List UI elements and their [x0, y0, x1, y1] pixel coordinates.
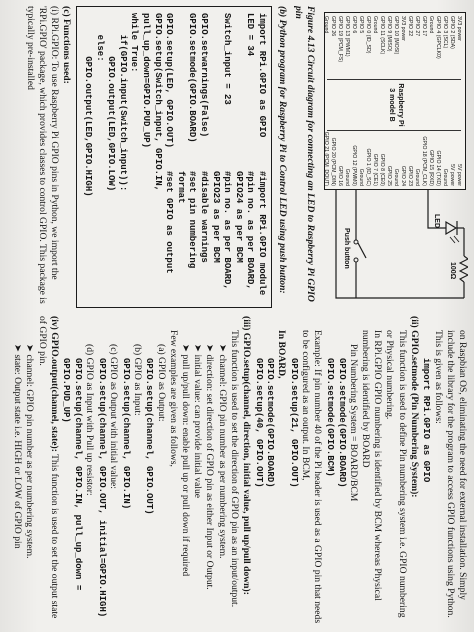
code-line — [139, 13, 151, 301]
code-setmode-bcm: GPIO.setmode(GPIO.BCM) — [324, 358, 335, 477]
board-label: Raspberry Pi 3 model B — [388, 83, 404, 127]
arrow-bullet-icon: ➤ — [204, 344, 216, 355]
gpio-pin-label: Ground — [358, 168, 364, 186]
gpio-pin-label: Ground — [442, 168, 448, 186]
given-as-follows: This is given as follows: — [432, 330, 444, 424]
bullet-item — [23, 316, 35, 626]
output-function-paragraph — [35, 316, 59, 626]
example-b-code: GPIO.setup(channel, GPIO.IN) — [120, 358, 131, 510]
gpio-pin-label: GPIO 19 (PCM_FS) — [337, 16, 343, 63]
code-line — [209, 13, 232, 301]
bullet-text: pull up/pull down: enable pull up or pull down if required — [179, 354, 191, 577]
code-line — [93, 13, 105, 301]
gpio-pin-label: GPIO 27 — [414, 16, 420, 37]
resistor-label: 100Ω — [449, 262, 456, 280]
code-comment: #set pin numbering format — [175, 171, 198, 269]
gpio-pin-label: GPIO 25 — [386, 165, 392, 186]
code-line — [82, 13, 94, 301]
gpio-pin-label: GPIO 7 (CE1) — [372, 153, 378, 186]
gpio-pin-label: GPIO 1 (ID_SC) — [365, 148, 371, 186]
resistor-icon — [428, 256, 468, 298]
setmode-text-2: In RPi.GPIO GPIO numbering is identified by BCM whereas Physical numbering is identified by BOARD — [359, 330, 384, 601]
bullet-item — [11, 316, 23, 626]
code-comment: #import RPi.GPIO module — [257, 171, 267, 296]
code-statement: import RPi.GPIO as GPIO — [257, 13, 267, 138]
code-line — [163, 13, 175, 301]
example-a-label: (a) GPIO as Output: — [155, 344, 167, 422]
gpio-pin-label: GPIO 10 (MOSI) — [393, 16, 399, 55]
bullet-item — [191, 316, 203, 626]
code-statement: GPIO.setup(Switch_input, GPIO.IN, — [152, 13, 163, 192]
bullet-text: state: Output state i.e. HIGH or LOW of GPIO pin — [12, 354, 24, 549]
code-comment: #pin no. as per BOARD, GPIO23 as per BCM — [210, 171, 233, 290]
code-line — [151, 13, 163, 301]
code-setmode-board: GPIO.setmode(GPIO.BOARD) — [336, 358, 347, 488]
code-statement: GPIO.setup(LED, GPIO.OUT) — [164, 13, 175, 149]
code-statement: GPIO.output(LED,GPIO.LOW) — [106, 13, 117, 192]
push-button-icon — [354, 220, 366, 298]
gpio-pin-label: 3V3 power — [400, 16, 406, 41]
example-c-code: GPIO.setup(channel, GPIO.OUT, initial=GPIO.HIGH) — [96, 358, 107, 618]
bullet-text: channel: GPIO pin number as per numbering system. — [216, 354, 228, 559]
code-statement: else: — [94, 13, 105, 62]
code-comment: #disable warnings — [199, 171, 210, 263]
code-statement: GPIO.setwarnings(False) — [199, 13, 210, 138]
gpio-pin-label: 3V3 power — [456, 16, 462, 41]
gpio-pin-label: GPIO 8 (CE0) — [379, 153, 385, 186]
code-statement: GPIO.setmode(GPIO.BOARD) — [187, 13, 198, 143]
gpio-pin-label: GPIO 23 — [407, 165, 413, 186]
few-examples-text: Few examples are given as follows, — [167, 330, 179, 467]
functions-used-item-i: (i) RPi.GPIO: To use Raspberry Pi GPIO pins in Python, we import the 'RPi.GPIO' package, which provides classes to control GPIO. This package is typically pre-installed — [24, 6, 61, 304]
gpio-pin-label: GPIO 22 — [407, 16, 413, 37]
code-line — [105, 13, 117, 301]
push-button-label: Push button — [343, 228, 350, 269]
gpio-pin-label: GPIO 5 — [358, 16, 364, 34]
arrow-bullet-icon: ➤ — [12, 344, 24, 355]
gpio-pin-label: GPIO 6 — [351, 16, 357, 34]
gpio-pin-label: Ground — [428, 16, 434, 34]
gpio-pin-label: GPIO 21 (PCM_DOUT) — [323, 131, 329, 186]
code-import: import RPi.GPIO as GPIO — [421, 358, 432, 483]
bullet-text: channel: GPIO pin number as per numbering system. — [24, 354, 36, 559]
gpio-pin-label: GPIO 0 (ID_SD) — [365, 16, 371, 54]
gpio-pin-label: GPIO 20 (PCM_DIN) — [330, 137, 336, 186]
gpio-pin-label: GPIO 16 — [337, 165, 343, 186]
gpio-pin-label: 5V power — [449, 164, 455, 186]
setup-bullet-list — [179, 316, 228, 626]
example-text: Example: If pin number 40 of the Pi header is used as a GPIO pin that needs to be configured as an output. In BCM, — [300, 330, 324, 624]
gpio-pin-label: GPIO 17 — [421, 16, 427, 37]
program-caption: (b) Python program for Raspberry Pi to Control LED using push button: — [277, 6, 288, 294]
output-text: This function is used to set the output state of GPIO pin. — [36, 316, 60, 619]
gpio-pin-label: GPIO 2 (SDA) — [449, 16, 455, 49]
code-setup-40: GPIO.setup(40, GPIO.OUT) — [253, 358, 264, 488]
pin-numbering-system: Pin Numbering System = BOARD/BCM — [347, 344, 359, 502]
left-column — [6, 6, 468, 308]
code-setup-21: GPIO.setup(21, GPIO.OUT) — [288, 358, 299, 488]
code-line — [232, 13, 255, 301]
gpio-pin-label: GPIO 15 (RXD) — [428, 149, 434, 186]
code-statement: while True: — [129, 13, 140, 73]
code-line — [255, 13, 267, 301]
gpio-pin-label: Ground — [344, 168, 350, 186]
bullet-item — [179, 316, 191, 626]
example-c-label: (c) GPIO as Output with initial value: — [107, 344, 119, 489]
arrow-bullet-icon: ➤ — [192, 344, 204, 355]
setup-title: (iii) GPIO.setup(channel, direction, initial value, pull up/pull down): — [241, 316, 252, 595]
python-code-listing — [77, 6, 273, 308]
code-statement: pull_up_down=GPIO.PUD_UP) — [141, 13, 152, 149]
gpio-pin-label: GPIO 13 (PWM1) — [344, 16, 350, 57]
code-statement: if(GPIO.input(Switch_input)): — [117, 13, 128, 192]
gpio-pin-label: GPIO 12 (PWM0) — [351, 145, 357, 186]
output-bullet-list — [11, 316, 35, 626]
gpio-pin-label: 5V power — [456, 164, 462, 186]
right-column — [6, 316, 468, 626]
led-icon — [446, 221, 464, 256]
bullet-text: direction: set direction of GPIO pin as either Input or Output. — [204, 354, 216, 590]
gpio-pin-label: GPIO 3 (SCL) — [442, 16, 448, 49]
code-line — [197, 13, 209, 301]
functions-used-title: (c) Functions used: — [61, 6, 73, 84]
output-title: (iv) GPIO.output(channel, state): — [48, 316, 60, 452]
gpio-pin-label: GPIO 14 (TXD) — [435, 150, 441, 186]
example-b-label: (b) GPIO as Input: — [131, 344, 143, 416]
example-d-label: (d) GPIO as Input with Pull up resistor: — [84, 344, 96, 496]
gpio-pin-label: GPIO 24 — [400, 165, 406, 186]
code-comment: #set GPIO as output — [164, 171, 175, 274]
in-board-label: In BOARD, — [276, 330, 288, 379]
arrow-bullet-icon: ➤ — [179, 344, 191, 355]
code-statement: Switch_input = 23 — [222, 13, 233, 105]
code-statement: LED = 34 — [245, 13, 256, 57]
gpio-pin-label: GPIO 11 (SCLK) — [379, 16, 385, 55]
circuit-diagram — [318, 6, 468, 308]
bullet-item — [203, 316, 215, 626]
gpio-pin-label: GPIO 9 (MISO) — [386, 16, 392, 52]
bullet-item — [215, 316, 227, 626]
rpi-gpio-description: on Raspbian OS, eliminating the need for external installation. Simply include the library for the program to access GPIO functions using Python. — [444, 330, 468, 618]
gpio-pin-label: Ground — [323, 16, 329, 34]
gpio-pin-label: GPIO 26 — [330, 16, 336, 37]
arrow-bullet-icon: ➤ — [24, 344, 36, 355]
gpio-pin-label: Ground — [414, 168, 420, 186]
gpio-pin-label: GPIO 4 (GPCLK0) — [435, 16, 441, 59]
figure-caption: Figure 4.13 Circuit diagram for connecting an LED to Raspberry Pi GPIO pin — [293, 6, 316, 302]
code-line — [128, 13, 140, 301]
example-a-code: GPIO.setup(channel, GPIO.OUT) — [144, 358, 155, 515]
code-comment: #pin no. as per BOARD, GPIO24 as per BCM — [233, 171, 256, 290]
gpio-pin-label: Ground — [372, 16, 378, 34]
code-line — [174, 13, 197, 301]
code-statement: GPIO.output(LED,GPIO.HIGH) — [83, 13, 94, 197]
gpio-pin-label: Ground — [393, 168, 399, 186]
setup-text: This function is used to set the direction of GPIO pin as an input/output. — [228, 330, 240, 608]
gpio-pin-label: GPIO 18 (PCM_CLK) — [421, 136, 427, 186]
setmode-text: This function is used to define Pin numbering system i.e. GPIO numbering or Physical numbering. — [384, 330, 408, 618]
example-d-code: GPIO.setup(channel, GPIO.IN, pull_up_down = GPIO.PUD_UP) — [61, 358, 83, 591]
bullet-text: initial value: can provide initial value — [192, 354, 204, 499]
circuit-wiring — [318, 6, 468, 308]
code-setmode-board-2: GPIO.setmode(GPIO.BOARD) — [265, 358, 276, 488]
code-line — [116, 13, 128, 301]
arrow-bullet-icon: ➤ — [216, 344, 228, 355]
setmode-title: (ii) GPIO.setmode (Pin Numbering System): — [408, 316, 420, 498]
led-label: LED — [433, 214, 440, 228]
